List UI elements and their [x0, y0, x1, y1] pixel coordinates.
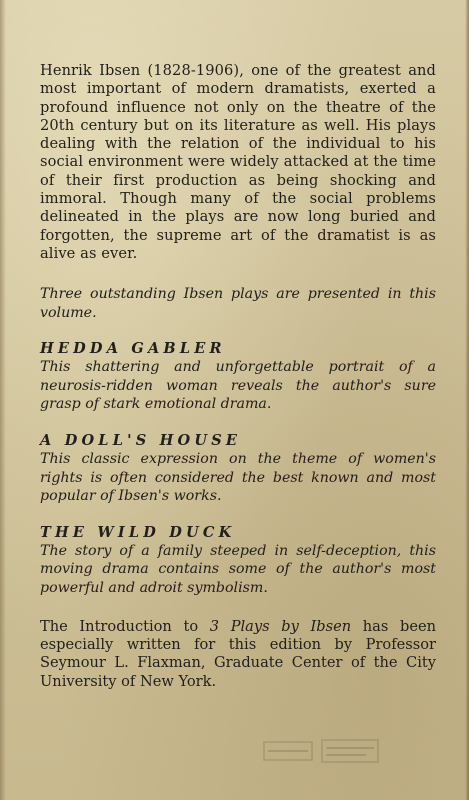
credit-text-before: The Introduction to: [40, 617, 210, 635]
page-text-block: [40, 62, 436, 691]
volume-lead-text: Three outstanding Ibsen plays are presented in this volume.: [40, 286, 436, 321]
play-description: This classic expression on the theme of women's rights is often considered the best known and most popular of Ibsen's works.: [40, 451, 436, 505]
play-description: This shattering and unforgettable portrait of a neurosis-ridden woman reveals the author's sure grasp of stark emotional drama.: [40, 359, 436, 413]
author-intro-paragraph: Henrik Ibsen (1828-1906), one of the greatest and most important of modern dramatists, exerted a profound influence not only on the theatre of the 20th century but on its literature as well. His plays dealing with the relation of the individual to his social environment were widely attacked at the time of their first production as being shocking and immoral. Though many of the social problems delineated in the plays are now long buried and forgotten, the supreme art of the dramatist is as alive as ever.: [40, 62, 436, 262]
page-edge-shadow-left: [0, 0, 6, 800]
play-entry-a-dolls-house: [40, 432, 436, 506]
play-title: THE WILD DUCK: [40, 523, 236, 541]
play-title: A DOLL'S HOUSE: [40, 432, 242, 450]
play-entry-the-wild-duck: [40, 524, 436, 598]
play-title: HEDDA GABLER: [40, 340, 226, 358]
book-title: 3 Plays by Ibsen: [209, 617, 352, 635]
introduction-credit-paragraph: [40, 618, 436, 691]
faded-stamp-mark: [262, 738, 382, 766]
play-entry-hedda-gabler: [40, 340, 436, 414]
credit-text-after: has been especially written for this edition by Professor Seymour L. Flaxman, Graduate Center of the City University of New York.: [40, 617, 436, 690]
page-edge-shadow-right: [465, 0, 469, 800]
play-description: The story of a family steeped in self-deception, this moving drama contains some of the author's most powerful and adroit symbolism.: [40, 542, 436, 597]
